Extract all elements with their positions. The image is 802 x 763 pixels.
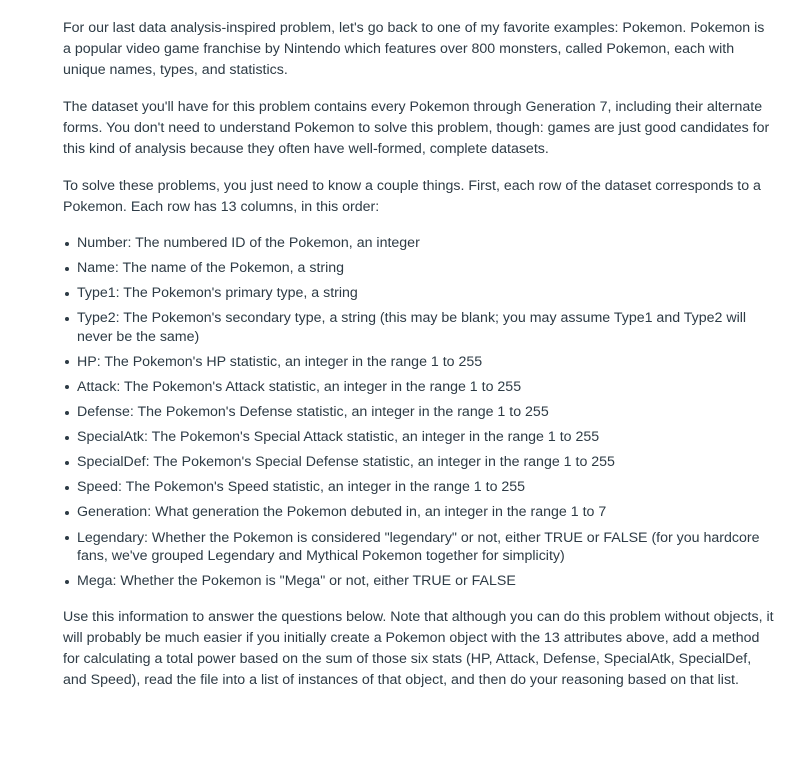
column-item-specialatk: SpecialAtk: The Pokemon's Special Attack statistic, an integer in the range 1 to 255 (77, 428, 775, 447)
column-item-hp: HP: The Pokemon's HP statistic, an integer in the range 1 to 255 (77, 353, 775, 372)
intro-paragraph: For our last data analysis-inspired problem, let's go back to one of my favorite examples: Pokemon. Pokemon is a popular video game franchise by Nintendo which features over 800 monsters, called Pokemon, each with unique names, types, and statistics. (63, 20, 765, 78)
column-item-specialdef: SpecialDef: The Pokemon's Special Defense statistic, an integer in the range 1 to 255 (77, 453, 775, 472)
column-item-mega: Mega: Whether the Pokemon is "Mega" or not, either TRUE or FALSE (77, 572, 775, 591)
closing-paragraph: Use this information to answer the questions below. Note that although you can do this problem without objects, it will probably be much easier if you initially create a Pokemon object with the 13 attributes above, add a method for calculating a total power based on the sum of those six stats (HP, Attack, Defense, SpecialAtk, SpecialDef, and Speed), read the file into a list of instances of that object, and then do your reasoning based on that list. (63, 608, 774, 688)
column-item-defense: Defense: The Pokemon's Defense statistic, an integer in the range 1 to 255 (77, 403, 775, 422)
column-item-generation: Generation: What generation the Pokemon debuted in, an integer in the range 1 to 7 (77, 503, 775, 522)
column-item-speed: Speed: The Pokemon's Speed statistic, an integer in the range 1 to 255 (77, 478, 775, 497)
assignment-description (63, 18, 775, 707)
column-item-type1: Type1: The Pokemon's primary type, a string (77, 284, 775, 303)
column-item-number: Number: The numbered ID of the Pokemon, an integer (77, 234, 775, 253)
column-item-type2: Type2: The Pokemon's secondary type, a string (this may be blank; you may assume Type1 and Type2 will never be the same) (77, 309, 775, 346)
column-item-legendary: Legendary: Whether the Pokemon is considered "legendary" or not, either TRUE or FALSE (for you hardcore fans, we've grouped Legendary and Mythical Pokemon together for simplicity) (77, 529, 775, 566)
column-list (63, 234, 775, 591)
columns-intro-paragraph: To solve these problems, you just need to know a couple things. First, each row of the dataset corresponds to a Pokemon. Each row has 13 columns, in this order: (63, 178, 761, 215)
column-item-attack: Attack: The Pokemon's Attack statistic, an integer in the range 1 to 255 (77, 378, 775, 397)
dataset-paragraph: The dataset you'll have for this problem contains every Pokemon through Generation 7, including their alternate forms. You don't need to understand Pokemon to solve this problem, though: games are just good candidates for this kind of analysis because they often have well-formed, complete datasets. (63, 99, 770, 157)
column-item-name: Name: The name of the Pokemon, a string (77, 259, 775, 278)
